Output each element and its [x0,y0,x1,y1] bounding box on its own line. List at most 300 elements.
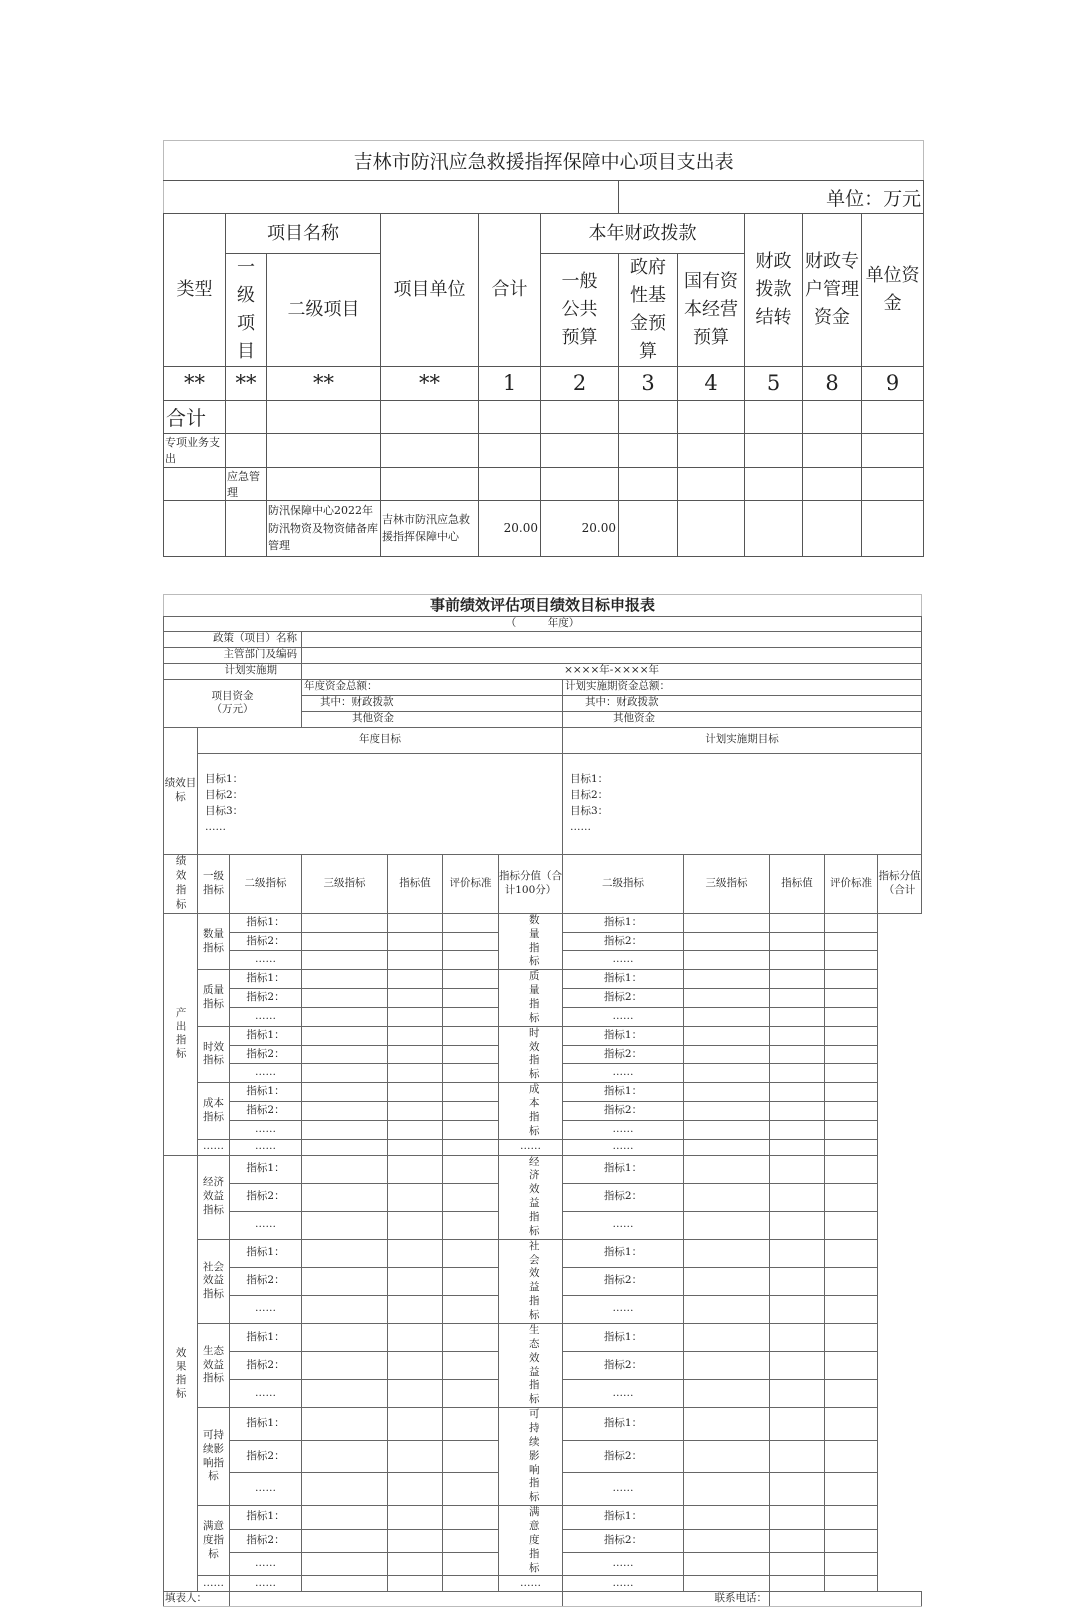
right-level3-cell: 指标2： [563,989,684,1008]
right-level3-cell: 指标2： [563,1101,684,1120]
empty-cell [302,1576,388,1592]
empty-cell [302,1155,388,1183]
level2-group-left: 时效指标 [198,1026,230,1082]
empty-cell [388,1529,443,1552]
left-level3-cell: 指标1： [230,1239,302,1267]
phone-blank [770,1592,922,1607]
empty-cell [388,1408,443,1441]
empty-cell [825,1506,878,1529]
empty-cell [302,1064,388,1083]
empty-cell [684,1576,770,1592]
empty-cell [388,1267,443,1295]
annual-goal-header: 年度目标 [198,727,563,753]
empty-cell [302,1552,388,1575]
level2-group-right: 生态效益指标 [499,1323,563,1407]
empty-cell [443,1408,499,1441]
empty-cell [684,1155,770,1183]
empty-cell [443,1473,499,1506]
left-level3-cell: 指标2： [230,1529,302,1552]
empty-cell [684,1552,770,1575]
project-unit-header: 项目单位 [381,214,479,367]
empty-cell [770,1183,825,1211]
empty-cell [770,913,825,932]
empty-cell [770,1351,825,1379]
right-level3-cell: …… [563,1120,684,1139]
empty-cell [302,1045,388,1064]
right-level3-cell: …… [563,1576,684,1592]
empty-cell [388,1506,443,1529]
empty-cell [684,1408,770,1441]
empty-cell [302,1440,388,1473]
table2-title: 事前绩效评估项目绩效目标申报表 [164,595,922,617]
empty-cell [443,1045,499,1064]
empty-cell [302,989,388,1008]
empty-cell [302,1211,388,1239]
right-level3-cell: 指标1： [563,1408,684,1441]
empty-cell [302,1408,388,1441]
empty-cell [443,1064,499,1083]
empty-cell [825,951,878,970]
right-level3-cell: 指标2： [563,1440,684,1473]
left-level3-cell: …… [230,1576,302,1592]
period-goal-list: 目标1： 目标2： 目标3： …… [563,753,922,854]
appropriation-header: 本年财政拨款 [541,214,745,254]
left-level3-cell: 指标2： [230,1267,302,1295]
level2-group-left: 生态效益指标 [198,1323,230,1407]
empty-cell [825,1026,878,1045]
empty-cell [302,1506,388,1529]
empty-cell [684,1440,770,1473]
empty-cell [684,1267,770,1295]
level1-header: 一级项目 [226,254,267,367]
level2-more-left: …… [198,1139,230,1155]
empty-cell [684,1026,770,1045]
funds-label: 项目资金 （万元） [164,679,302,727]
left-level3-cell: 指标2： [230,1440,302,1473]
level2-group-right: 经济效益指标 [499,1155,563,1239]
right-level3-cell: …… [563,1380,684,1408]
empty-cell [388,1473,443,1506]
project-expenditure-table [163,140,924,557]
right-level3-cell: …… [563,951,684,970]
empty-cell [302,1120,388,1139]
empty-cell [825,1408,878,1441]
period-label: 计划实施期 [164,663,302,679]
code-cell: ** [267,366,381,400]
empty-cell [302,1026,388,1045]
level2-group-left: 社会效益指标 [198,1239,230,1323]
right-level3-cell: 指标2： [563,1183,684,1211]
output-indicator-label: 产出指标 [164,913,198,1155]
empty-cell [443,1026,499,1045]
empty-cell [302,1380,388,1408]
empty-cell [684,951,770,970]
unit-row-blank [164,181,619,214]
empty-cell [825,1007,878,1026]
col-level2: 二级指标 [230,854,302,913]
right-level3-cell: 指标1： [563,1026,684,1045]
empty-cell [443,1101,499,1120]
empty-cell [388,1440,443,1473]
emergency-label: 应急管理 [226,467,267,500]
empty-cell [302,1267,388,1295]
empty-cell [770,1064,825,1083]
empty-cell [302,913,388,932]
empty-cell [388,1083,443,1102]
empty-cell [443,1139,499,1155]
policy-name-label: 政策（项目）名称 [164,631,302,647]
code-cell: 1 [479,366,541,400]
filler-label: 填表人： [164,1592,230,1607]
left-level3-cell: 指标1： [230,970,302,989]
right-level3-cell: 指标2： [563,1045,684,1064]
empty-cell [388,1380,443,1408]
empty-cell [825,1473,878,1506]
code-cell: ** [164,366,226,400]
empty-cell [302,1239,388,1267]
empty-cell [825,1101,878,1120]
total-header: 合计 [479,214,541,367]
empty-cell [302,932,388,951]
empty-cell [825,1267,878,1295]
period-value: ××××年-××××年 [302,663,922,679]
empty-cell [388,913,443,932]
empty-cell [825,1120,878,1139]
right-level3-cell: 指标1： [563,913,684,932]
empty-cell [825,1064,878,1083]
empty-cell [684,1380,770,1408]
empty-cell [770,1155,825,1183]
code-cell: 3 [619,366,678,400]
empty-cell [825,913,878,932]
right-level3-cell: 指标1： [563,1506,684,1529]
left-level3-cell: 指标2： [230,1183,302,1211]
col-level3: 三级指标 [302,854,388,913]
level2-group-right: 数量指标 [499,913,563,969]
dept-code-label: 主管部门及编码 [164,647,302,663]
empty-cell [770,1211,825,1239]
filler-blank [230,1592,563,1607]
empty-cell [684,1351,770,1379]
right-level3-cell: …… [563,1007,684,1026]
left-level3-cell: 指标1： [230,1026,302,1045]
right-level3-cell: 指标1： [563,1155,684,1183]
empty-cell [443,1211,499,1239]
empty-cell [825,932,878,951]
empty-cell [770,1101,825,1120]
col-score-right: 指标分值（合计 [878,854,922,913]
empty-cell [302,951,388,970]
empty-cell [825,1529,878,1552]
level2-group-right: 社会效益指标 [499,1239,563,1323]
left-level3-cell: 指标2： [230,1101,302,1120]
annual-fiscal-label: 其中：财政拨款 [302,695,563,711]
empty-cell [388,1211,443,1239]
right-level3-cell: 指标1： [563,1083,684,1102]
level2-group-left: 成本指标 [198,1083,230,1139]
level2-group-left: 质量指标 [198,970,230,1026]
right-level3-cell: …… [563,1139,684,1155]
empty-cell [302,1295,388,1323]
empty-cell [388,1351,443,1379]
level2-header: 二级项目 [267,254,381,367]
empty-cell [825,1139,878,1155]
empty-cell [388,1552,443,1575]
left-level3-cell: …… [230,1064,302,1083]
left-level3-cell: …… [230,1211,302,1239]
empty-cell [443,1351,499,1379]
left-level3-cell: 指标2： [230,989,302,1008]
right-level3-cell: 指标2： [563,1351,684,1379]
special-business-label: 专项业务支出 [164,433,226,467]
right-level3-cell: …… [563,1211,684,1239]
empty-cell [770,1506,825,1529]
empty-cell [302,1473,388,1506]
empty-cell [388,1576,443,1592]
code-cell: 5 [745,366,803,400]
empty-cell [825,1323,878,1351]
left-level3-cell: 指标1： [230,1083,302,1102]
general-budget-header: 一般公共预算 [541,254,619,367]
performance-target-table [163,594,922,1607]
level2-group-right: 可持续影响指标 [499,1408,563,1506]
empty-cell [443,989,499,1008]
empty-cell [770,1239,825,1267]
empty-cell [770,970,825,989]
empty-cell [684,989,770,1008]
period-other-label: 其他资金 [563,711,922,727]
left-level3-cell: …… [230,1139,302,1155]
left-level3-cell: 指标1： [230,1323,302,1351]
amount-general-cell: 20.00 [541,500,619,556]
empty-cell [302,970,388,989]
empty-cell [443,1323,499,1351]
empty-cell [388,951,443,970]
empty-cell [443,1529,499,1552]
empty-cell [388,1239,443,1267]
empty-cell [684,1183,770,1211]
level2-group-left: 数量指标 [198,913,230,969]
empty-cell [825,1045,878,1064]
empty-cell [443,932,499,951]
col-level2-right: 二级指标 [563,854,684,913]
empty-cell [825,1351,878,1379]
perf-indicator-label: 绩效指标 [164,854,198,913]
empty-cell [443,1380,499,1408]
left-level3-cell: 指标1： [230,913,302,932]
empty-cell [684,1064,770,1083]
right-level3-cell: 指标1： [563,1323,684,1351]
empty-cell [770,1026,825,1045]
unit-funds-header: 单位资金 [862,214,924,367]
empty-cell [443,913,499,932]
project-name-header: 项目名称 [226,214,381,254]
empty-cell [825,1295,878,1323]
left-level3-cell: …… [230,951,302,970]
col-score: 指标分值（合计100分） [499,854,563,913]
empty-cell [770,1139,825,1155]
empty-cell [443,1239,499,1267]
empty-cell [684,1139,770,1155]
total-row-label: 合计 [164,400,226,433]
annual-goal-list: 目标1： 目标2： 目标3： …… [198,753,563,854]
empty-cell [388,1295,443,1323]
gov-fund-header: 政府性基金预算 [619,254,678,367]
empty-cell [684,1506,770,1529]
left-level3-cell: …… [230,1552,302,1575]
empty-cell [302,1351,388,1379]
col-value: 指标值 [388,854,443,913]
empty-cell [770,1083,825,1102]
empty-cell [443,1007,499,1026]
empty-cell [770,1120,825,1139]
empty-cell [770,1576,825,1592]
right-level3-cell: 指标1： [563,970,684,989]
level2-more-right: …… [499,1576,563,1592]
empty-cell [825,989,878,1008]
empty-cell [388,1045,443,1064]
col-level3-right: 三级指标 [684,854,770,913]
left-level3-cell: 指标2： [230,1045,302,1064]
empty-cell [770,1007,825,1026]
level2-group-right: 质量指标 [499,970,563,1026]
level2-more-left: …… [198,1576,230,1592]
empty-cell [684,1239,770,1267]
empty-cell [770,1529,825,1552]
empty-cell [684,1473,770,1506]
empty-cell [302,1529,388,1552]
empty-cell [443,1183,499,1211]
col-standard: 评价标准 [443,854,499,913]
left-level3-cell: 指标1： [230,1155,302,1183]
level2-group-left: 可持续影响指标 [198,1408,230,1506]
empty-cell [684,1101,770,1120]
code-cell: 2 [541,366,619,400]
right-level3-cell: 指标2： [563,1267,684,1295]
empty-cell [443,1440,499,1473]
left-level3-cell: …… [230,1120,302,1139]
empty-cell [825,1183,878,1211]
code-cell: ** [226,366,267,400]
empty-cell [825,1211,878,1239]
empty-cell [443,1267,499,1295]
empty-cell [388,1155,443,1183]
empty-cell [388,1007,443,1026]
empty-cell [443,1083,499,1102]
empty-cell [684,1007,770,1026]
code-cell: 9 [862,366,924,400]
empty-cell [443,970,499,989]
empty-cell [302,1101,388,1120]
empty-cell [388,1064,443,1083]
empty-cell [770,1267,825,1295]
empty-cell [825,1239,878,1267]
empty-cell [684,913,770,932]
left-level3-cell: …… [230,1473,302,1506]
empty-cell [302,1183,388,1211]
annual-other-label: 其他资金 [302,711,563,727]
level2-group-right: 成本指标 [499,1083,563,1139]
empty-cell [684,1323,770,1351]
empty-cell [684,1211,770,1239]
empty-cell [825,1576,878,1592]
empty-cell [770,1380,825,1408]
empty-cell [684,1529,770,1552]
empty-cell [825,1380,878,1408]
empty-cell [825,1083,878,1102]
empty-cell [388,1139,443,1155]
right-level3-cell: 指标2： [563,932,684,951]
empty-cell [770,1295,825,1323]
level2-group-right: 满意度指标 [499,1506,563,1576]
carryover-header: 财政拨款结转 [745,214,803,367]
empty-cell [302,1007,388,1026]
empty-cell [443,1576,499,1592]
left-level3-cell: 指标2： [230,1351,302,1379]
empty-cell [684,1045,770,1064]
period-goal-header: 计划实施期目标 [563,727,922,753]
empty-cell [825,970,878,989]
perf-goal-label: 绩效目标 [164,727,198,854]
period-total-label: 计划实施期资金总额： [563,679,922,695]
empty-cell [388,1183,443,1211]
code-cell: 8 [803,366,862,400]
empty-cell [770,951,825,970]
empty-cell [770,1473,825,1506]
empty-cell [388,1101,443,1120]
right-level3-cell: 指标1： [563,1239,684,1267]
empty-cell [443,1120,499,1139]
amount-total-cell: 20.00 [479,500,541,556]
empty-cell [770,989,825,1008]
empty-cell [443,1155,499,1183]
left-level3-cell: 指标2： [230,932,302,951]
empty-cell [770,1323,825,1351]
empty-cell [770,1408,825,1441]
left-level3-cell: 指标1： [230,1506,302,1529]
left-level3-cell: …… [230,1295,302,1323]
right-level3-cell: …… [563,1552,684,1575]
left-level3-cell: …… [230,1380,302,1408]
right-level3-cell: …… [563,1473,684,1506]
empty-cell [684,932,770,951]
left-level3-cell: …… [230,1007,302,1026]
empty-cell [388,1323,443,1351]
level2-group-left: 经济效益指标 [198,1155,230,1239]
level2-group-left: 满意度指标 [198,1506,230,1576]
empty-cell [770,1440,825,1473]
empty-cell [825,1155,878,1183]
empty-cell [825,1440,878,1473]
state-capital-header: 国有资本经营预算 [678,254,745,367]
empty-cell [388,989,443,1008]
code-cell: 4 [678,366,745,400]
empty-cell [388,1120,443,1139]
period-fiscal-label: 其中：财政拨款 [563,695,922,711]
empty-cell [443,1295,499,1323]
annual-total-label: 年度资金总额： [302,679,563,695]
empty-cell [302,1083,388,1102]
left-level3-cell: 指标1： [230,1408,302,1441]
right-level3-cell: 指标2： [563,1529,684,1552]
empty-cell [302,1139,388,1155]
empty-cell [684,1120,770,1139]
col-value-right: 指标值 [770,854,825,913]
special-account-header: 财政专户管理资金 [803,214,862,367]
project-unit-cell: 吉林市防汛应急救援指挥保障中心 [381,500,479,556]
level2-group-right: 时效指标 [499,1026,563,1082]
empty-cell [443,951,499,970]
